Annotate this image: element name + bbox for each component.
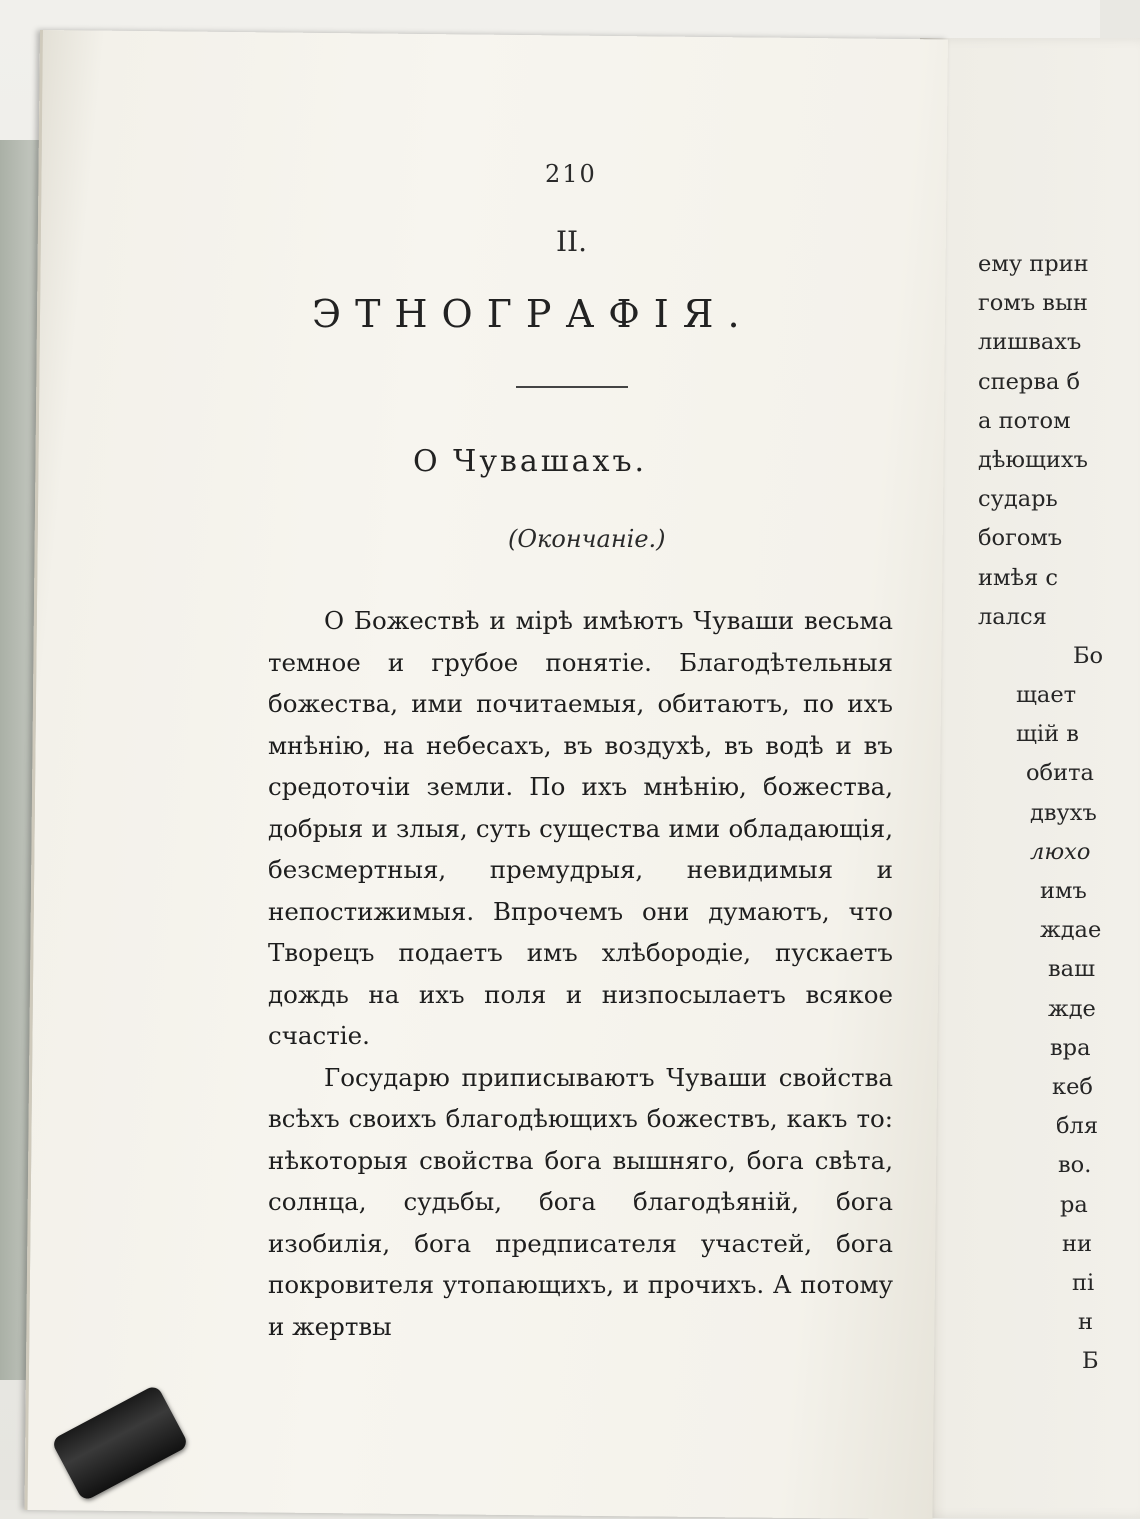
facing-line: сударь — [978, 486, 1058, 513]
facing-line: щает — [1016, 682, 1077, 709]
facing-line: ему прин — [978, 251, 1089, 277]
facing-line: вра — [1050, 1034, 1091, 1061]
facing-line: гомъ вын — [978, 290, 1088, 317]
facing-line: кеб — [1052, 1073, 1093, 1100]
facing-line: имъ — [1040, 878, 1087, 904]
title-rule — [516, 386, 628, 388]
facing-page-text — [978, 245, 1118, 1381]
facing-line: жде — [1048, 995, 1096, 1022]
section-number: II. — [556, 225, 588, 258]
facing-line: пі — [1072, 1269, 1095, 1296]
page-number: 210 — [545, 160, 597, 188]
facing-line: обита — [1026, 760, 1094, 787]
paragraph: Государю приписываютъ Чуваши свойства всѣхъ своихъ благодѣющихъ божествъ, какъ то: нѣкоторыя свойства бога вышняго, бога свѣта, солнца, судьбы, бога благодѣяній, бога изобилія, бога предписателя участей, бога покровителя утопающихъ, и прочихъ. А потому и жертвы — [268, 1062, 893, 1341]
chapter-title: О Чувашахъ. — [413, 444, 648, 479]
paragraph: О Божествѣ и мірѣ имѣютъ Чуваши весьма темное и грубое понятіе. Благодѣтельныя божества, ими почитаемыя, обитаютъ, по ихъ мнѣнію, на небесахъ, въ воздухѣ, въ водѣ и въ средоточіи земли. По ихъ мнѣнію, божества, добрыя и злыя, суть существа ими обладающія, безсмертныя, премудрыя, невидимыя и непостижимыя. Впрочемъ они думаютъ, что Творецъ подаетъ имъ хлѣбородіе, пускаетъ дождь на ихъ поля и низпосылаетъ всякое счастіе. — [268, 606, 893, 1050]
facing-line: имѣя с — [978, 564, 1059, 591]
facing-line: дѣющихъ — [978, 446, 1088, 473]
facing-line: Б — [1082, 1348, 1099, 1375]
facing-line: сперва б — [978, 368, 1081, 395]
facing-line: бля — [1056, 1113, 1099, 1140]
facing-line: ждае — [1040, 917, 1102, 944]
facing-line: Бо — [1073, 642, 1104, 669]
facing-line: н — [1078, 1309, 1093, 1336]
facing-line: ни — [1062, 1230, 1092, 1257]
facing-line: двухъ — [1030, 799, 1097, 826]
facing-line: богомъ — [978, 525, 1063, 552]
facing-line: лишвахъ — [978, 329, 1082, 356]
section-title: ЭТНОГРАФІЯ. — [312, 292, 754, 336]
facing-line: во. — [1058, 1152, 1092, 1179]
facing-line: лался — [978, 603, 1047, 630]
facing-line: щій в — [1016, 721, 1079, 748]
body-text — [268, 600, 893, 1347]
facing-line: ваш — [1048, 956, 1095, 983]
facing-line: ра — [1060, 1191, 1088, 1218]
facing-line: а потом — [978, 407, 1071, 434]
chapter-subtitle: (Окончаніе.) — [508, 525, 666, 553]
facing-line: люхо — [1030, 838, 1091, 865]
